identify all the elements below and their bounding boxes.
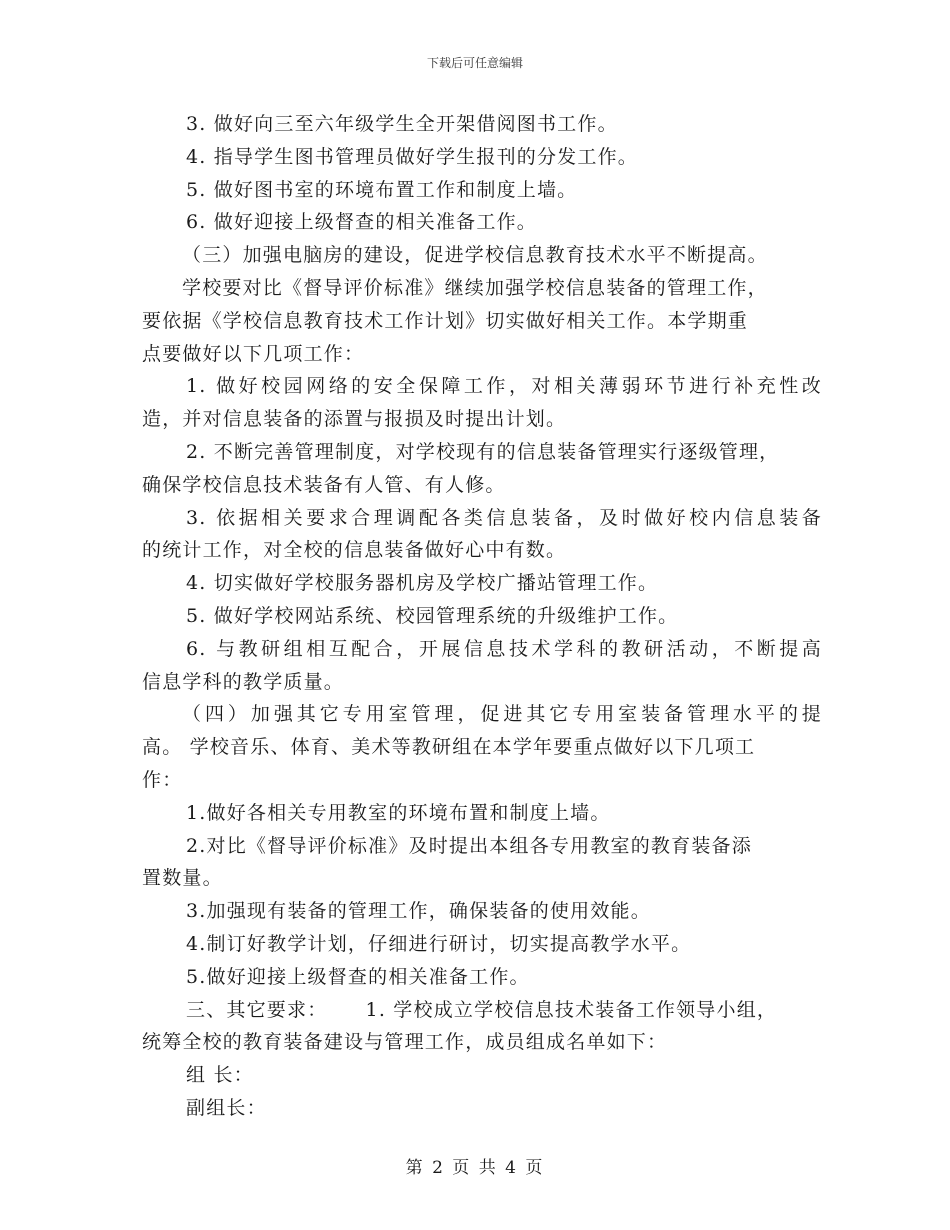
paragraph-line: 2. 不断完善管理制度，对学校现有的信息装备管理实行逐级管理， — [186, 440, 780, 463]
paragraph-line: 高。 学校音乐、体育、美术等教研组在本学年要重点做好以下几项工 — [142, 736, 756, 759]
paragraph-line: 作： — [142, 768, 183, 791]
download-edit-note: 下载后可任意编辑 — [426, 56, 523, 70]
paragraph-line: 4. 指导学生图书管理员做好学生报刊的分发工作。 — [186, 145, 638, 168]
paragraph-line: 3.加强现有装备的管理工作，确保装备的使用效能。 — [186, 900, 651, 923]
paragraph-line: （四）加强其它专用室管理，促进其它专用室装备管理水平的提 — [182, 703, 822, 726]
paragraph-line: 5. 做好图书室的环境布置工作和制度上墙。 — [186, 178, 578, 201]
paragraph-line: 3. 依据相关要求合理调配各类信息装备，及时做好校内信息装备 — [186, 506, 822, 529]
paragraph-line: 1. 做好校园网络的安全保障工作，对相关薄弱环节进行补充性改 — [186, 375, 822, 398]
paragraph-line: 确保学校信息技术装备有人管、有人修。 — [142, 473, 506, 496]
paragraph-line: 组 长： — [186, 1064, 254, 1087]
paragraph-line: 点要做好以下几项工作： — [142, 342, 365, 365]
paragraph-line: 的统计工作，对全校的信息装备做好心中有数。 — [142, 539, 567, 562]
paragraph-line: 5. 做好学校网站系统、校园管理系统的升级维护工作。 — [186, 604, 679, 627]
paragraph-line: 学校要对比《督导评价标准》继续加强学校信息装备的管理工作， — [182, 276, 768, 299]
paragraph-line: 副组长： — [186, 1096, 267, 1119]
paragraph-line: 信息学科的教学质量。 — [142, 670, 345, 693]
paragraph-line: 置数量。 — [142, 867, 223, 890]
paragraph-line: 4.制订好教学计划，仔细进行研讨，切实提高教学水平。 — [186, 932, 692, 955]
paragraph-line: 6. 做好迎接上级督查的相关准备工作。 — [186, 211, 537, 234]
paragraph-line: 三、其它要求： 1. 学校成立学校信息技术装备工作领导小组， — [186, 998, 778, 1021]
paragraph-line: 2.对比《督导评价标准》及时提出本组各专用教室的教育装备添 — [186, 834, 752, 857]
paragraph-line: 要依据《学校信息教育技术工作计划》切实做好相关工作。本学期重 — [142, 309, 749, 332]
paragraph-line: 统筹全校的教育装备建设与管理工作，成员组成名单如下： — [142, 1031, 668, 1054]
paragraph-line: 1.做好各相关专用教室的环境布置和制度上墙。 — [186, 801, 611, 824]
document-body — [142, 108, 822, 1125]
paragraph-line: 6. 与教研组相互配合，开展信息技术学科的教研活动，不断提高 — [186, 637, 822, 660]
paragraph-line: 4. 切实做好学校服务器机房及学校广播站管理工作。 — [186, 572, 659, 595]
paragraph-line: 3. 做好向三至六年级学生全开架借阅图书工作。 — [186, 113, 618, 135]
paragraph-line: 造，并对信息装备的添置与报损及时提出计划。 — [142, 408, 567, 431]
page-number: 第 2 页 共 4 页 — [405, 1158, 545, 1178]
paragraph-line: 5.做好迎接上级督查的相关准备工作。 — [186, 965, 530, 988]
paragraph-line: （三）加强电脑房的建设，促进学校信息教育技术水平不断提高。 — [182, 244, 768, 267]
